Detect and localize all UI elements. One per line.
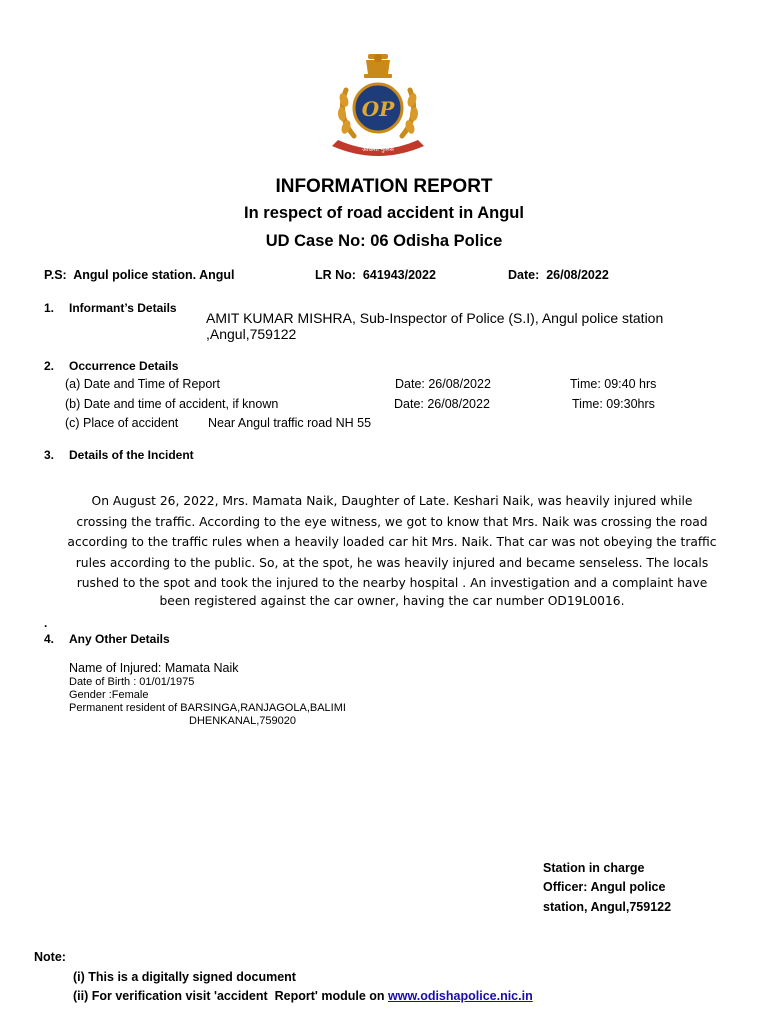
section-4-number: 4.: [44, 632, 55, 646]
signature-line-2: Officer: Angul police: [543, 880, 666, 894]
incident-line: been registered against the car owner, having the car number OD19L0016.: [159, 593, 625, 608]
lr-number-field: [315, 268, 436, 282]
ps-value: Angul police station. Angul: [73, 268, 235, 282]
report-date-field: [508, 268, 609, 282]
report-subtitle: In respect of road accident in Angul: [244, 204, 524, 222]
note-label: Note:: [34, 950, 66, 964]
section-3-number: 3.: [44, 448, 55, 462]
date-label: Date:: [508, 268, 540, 282]
signature-line-1: Station in charge: [543, 861, 645, 875]
informant-line-2: ,Angul,759122: [206, 326, 297, 342]
section-2-number: 2.: [44, 359, 55, 373]
incident-line: On August 26, 2022, Mrs. Mamata Naik, Daughter of Late. Keshari Naik, was heavily injured while: [91, 494, 693, 508]
ps-label: P.S:: [44, 268, 67, 282]
logo-motto: ओडिशा पुलिस: [362, 146, 394, 153]
injured-dob: Date of Birth : 01/01/1975: [69, 676, 195, 688]
injured-name: Name of Injured: Mamata Naik: [69, 661, 239, 675]
lion-capital-icon: [364, 54, 392, 78]
note-item-2-text: (ii) For verification visit 'accident Report' module on: [73, 989, 389, 1003]
injured-gender: Gender :Female: [69, 689, 149, 701]
odisha-police-emblem-logo: [316, 50, 440, 158]
case-number: UD Case No: 06 Odisha Police: [265, 232, 503, 250]
section-1-number: 1.: [44, 301, 55, 315]
lr-value: 641943/2022: [362, 268, 436, 282]
section-4-heading: Any Other Details: [69, 632, 170, 646]
stray-dot: .: [44, 616, 48, 630]
occurrence-row-b-time: Time: 09:30hrs: [572, 397, 655, 411]
occurrence-row-a-date: Date: 26/08/2022: [395, 377, 491, 391]
logo-letters: OP: [361, 97, 395, 121]
occurrence-row-b-date: Date: 26/08/2022: [394, 397, 490, 411]
signature-line-3: station, Angul,759122: [543, 900, 672, 914]
police-station-field: [44, 268, 235, 282]
lr-label: LR No:: [315, 268, 356, 282]
section-3-heading: Details of the Incident: [69, 448, 194, 462]
injured-address-line-2: DHENKANAL,759020: [189, 715, 297, 727]
incident-line: crossing the traffic. According to the eye witness, we got to know that Mrs. Naik was crossing the road: [76, 514, 708, 529]
occurrence-row-c-value: Near Angul traffic road NH 55: [208, 416, 372, 430]
date-value: 26/08/2022: [546, 268, 609, 282]
incident-line: rules according to the public. So, at the spot, he was heavily injured and became senseless. The locals: [75, 555, 709, 570]
occurrence-row-a-label: (a) Date and Time of Report: [65, 377, 220, 391]
occurrence-row-a-time: Time: 09:40 hrs: [570, 377, 657, 391]
note-item-1: (i) This is a digitally signed document: [73, 970, 296, 984]
incident-description: [56, 491, 728, 608]
incident-line: rushed to the spot and took the injured to the nearby hospital . An investigation and a complaint have: [76, 576, 708, 590]
section-2-heading: Occurrence Details: [69, 359, 179, 373]
odisha-police-website-link[interactable]: www.odishapolice.nic.in: [388, 989, 533, 1003]
injured-address-line-1: Permanent resident of BARSINGA,RANJAGOLA,BALIMI: [69, 702, 346, 714]
incident-line: according to the traffic rules when a heavily loaded car hit Mrs. Naik. That car was not obeying the traffic: [67, 535, 717, 549]
note-item-2: [73, 989, 533, 1003]
occurrence-row-b-label: (b) Date and time of accident, if known: [65, 397, 279, 411]
informant-line-1: AMIT KUMAR MISHRA, Sub-Inspector of Police (S.I), Angul police station: [206, 310, 664, 326]
report-title: INFORMATION REPORT: [275, 176, 493, 197]
occurrence-row-c-label: (c) Place of accident: [65, 416, 179, 430]
section-1-heading: Informant’s Details: [69, 301, 177, 315]
